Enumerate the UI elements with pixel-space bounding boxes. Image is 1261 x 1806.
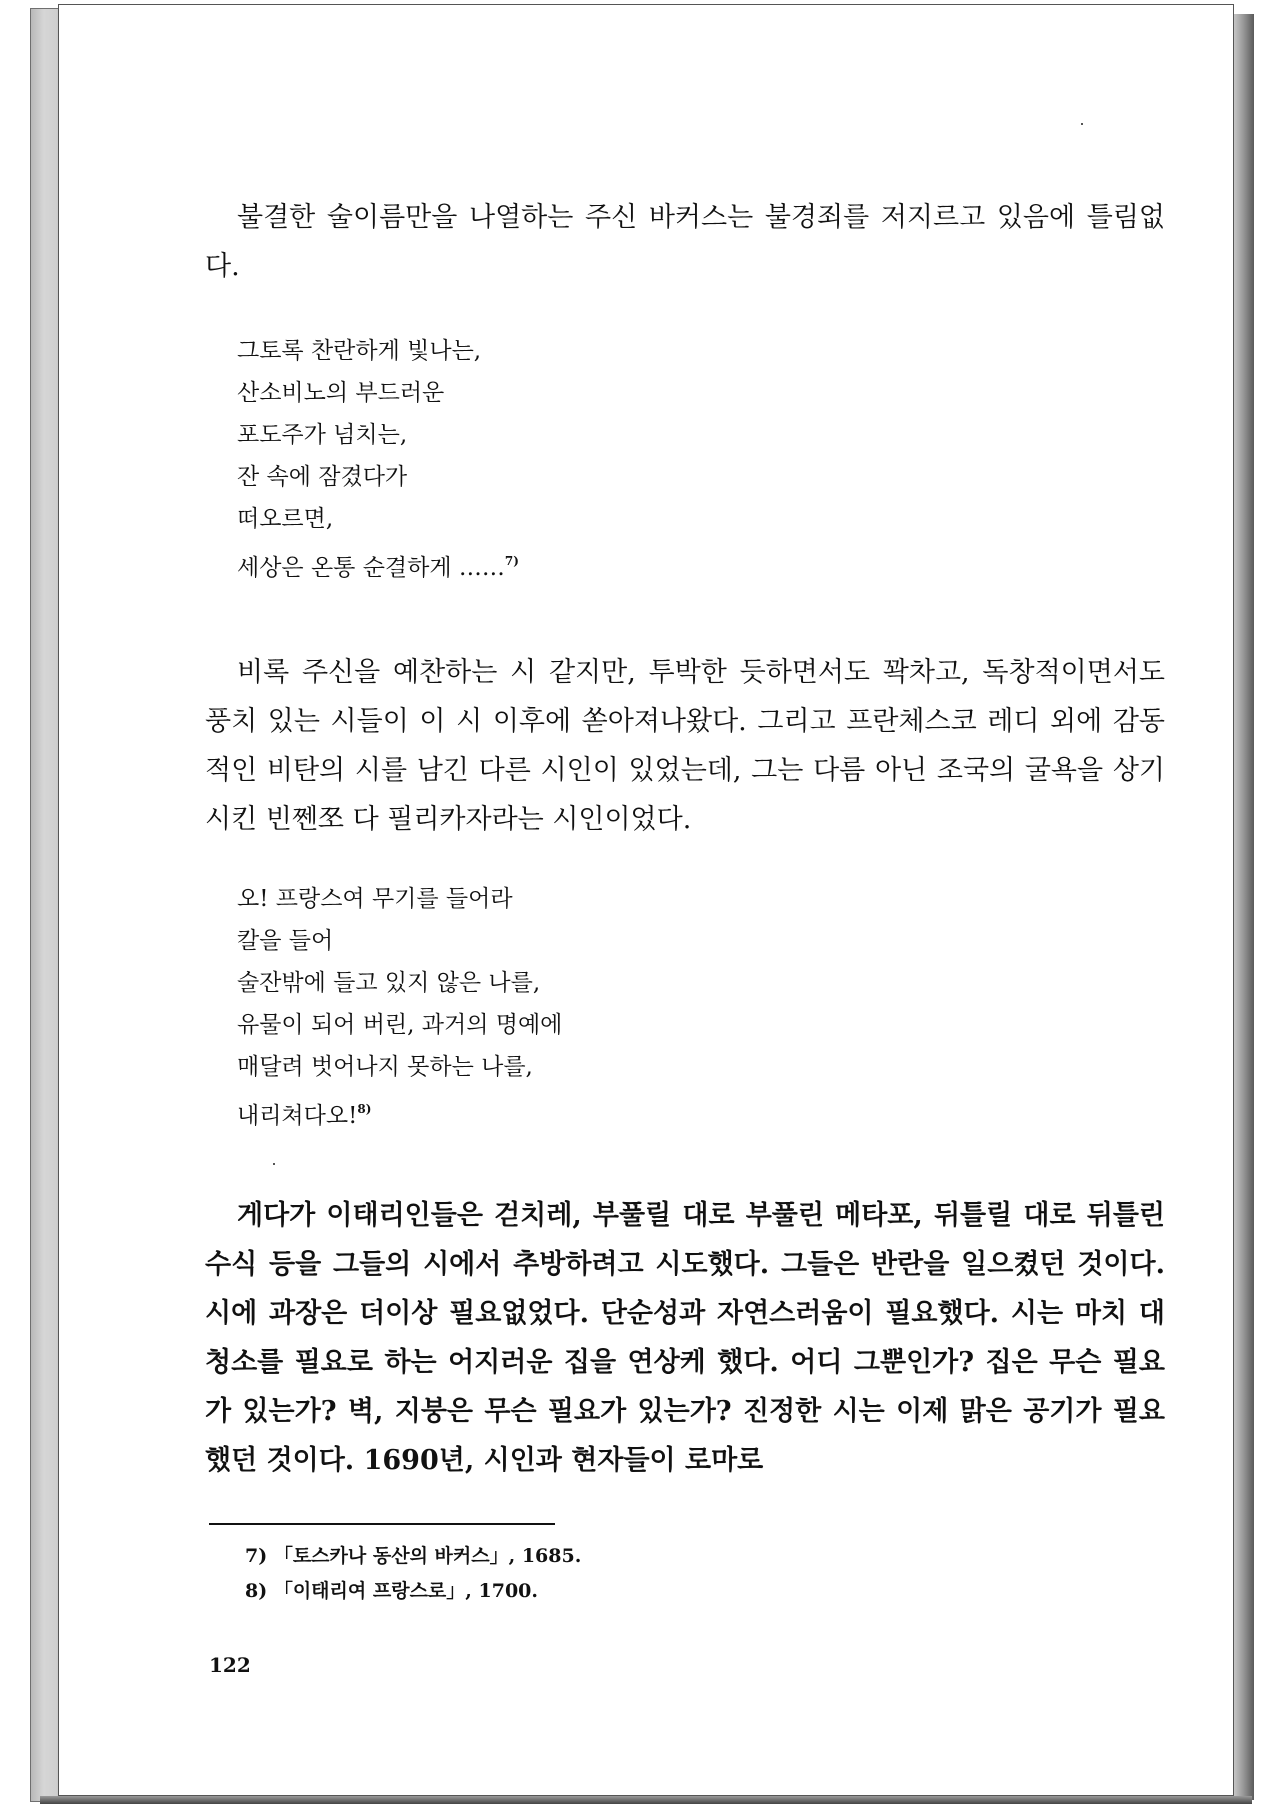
verse-line-last	[237, 1088, 562, 1137]
verse-line: 포도주가 넘치는,	[237, 422, 408, 448]
verse-line: 산소비노의 부드러운	[237, 380, 445, 406]
verse-line-text: 내리쳐다오!	[237, 1103, 358, 1129]
footnote-ref-7: 7)	[504, 554, 519, 568]
verse-line: 유물이 되어 버린, 과거의 명예에	[237, 1012, 563, 1038]
footnote-rule	[209, 1523, 555, 1525]
paragraph-3: 게다가 이태리인들은 걷치레, 부풀릴 대로 부풀린 메타포, 뒤틀릴 대로 뒤틀린 수식 등을 그들의 시에서 추방하려고 시도했다. 그들은 반란을 일으켰던 것이다. 시에 과장은 더이상 필요없었다. 단순성과 자연스러움이 필요했다. 시는 마치 대청소를 필요로 하는 어지러운 집을 연상케 했다. 어디 그뿐인가? 집은 무슨 필요가 있는가? 벽, 지붕은 무슨 필요가 있는가? 진정한 시는 이제 맑은 공기가 필요했던 것이다. 1690년, 시인과 현자들이 로마로	[205, 1200, 1165, 1476]
verse-line-last	[237, 540, 519, 589]
page-shadow-bottom	[40, 1796, 1252, 1804]
verse-1	[237, 330, 519, 589]
footnote-ref-8: 8)	[357, 1102, 372, 1116]
footnote-7: 7) 「토스카나 동산의 바커스」, 1685.	[245, 1545, 582, 1567]
verse-line: 오! 프랑스여 무기를 들어라	[237, 886, 513, 912]
verse-line: 매달려 벗어나지 못하는 나를,	[237, 1054, 533, 1080]
scan-speck	[1081, 123, 1083, 125]
page-number: 122	[209, 1653, 251, 1677]
book-page	[58, 4, 1234, 1796]
paragraph-1: 불결한 술이름만을 나열하는 주신 바커스는 불경죄를 저지르고 있음에 틀림없다.	[205, 202, 1165, 282]
verse-2	[237, 878, 562, 1137]
verse-line: 잔 속에 잠겼다가	[237, 464, 408, 490]
verse-line: 떠오르면,	[237, 506, 334, 532]
scan-speck	[273, 1163, 275, 1165]
verse-line-text: 세상은 온통 순결하게 ……	[237, 555, 505, 581]
verse-line: 그토록 찬란하게 빛나는,	[237, 338, 482, 364]
footnotes	[245, 1539, 581, 1609]
verse-line: 술잔밖에 들고 있지 않은 나를,	[237, 970, 541, 996]
paragraph-2: 비록 주신을 예찬하는 시 같지만, 투박한 듯하면서도 꽉차고, 독창적이면서도 풍치 있는 시들이 이 시 이후에 쏟아져나왔다. 그리고 프란체스코 레디 외에 감동적인 비탄의 시를 남긴 다른 시인이 있었는데, 그는 다름 아닌 조국의 굴욕을 상기시킨 빈쩬쪼 다 필리카자라는 시인이었다.	[205, 657, 1165, 835]
verse-line: 칼을 들어	[237, 928, 334, 954]
page-shadow-right	[1232, 14, 1254, 1800]
footnote-8: 8) 「이태리여 프랑스로」, 1700.	[245, 1580, 538, 1602]
